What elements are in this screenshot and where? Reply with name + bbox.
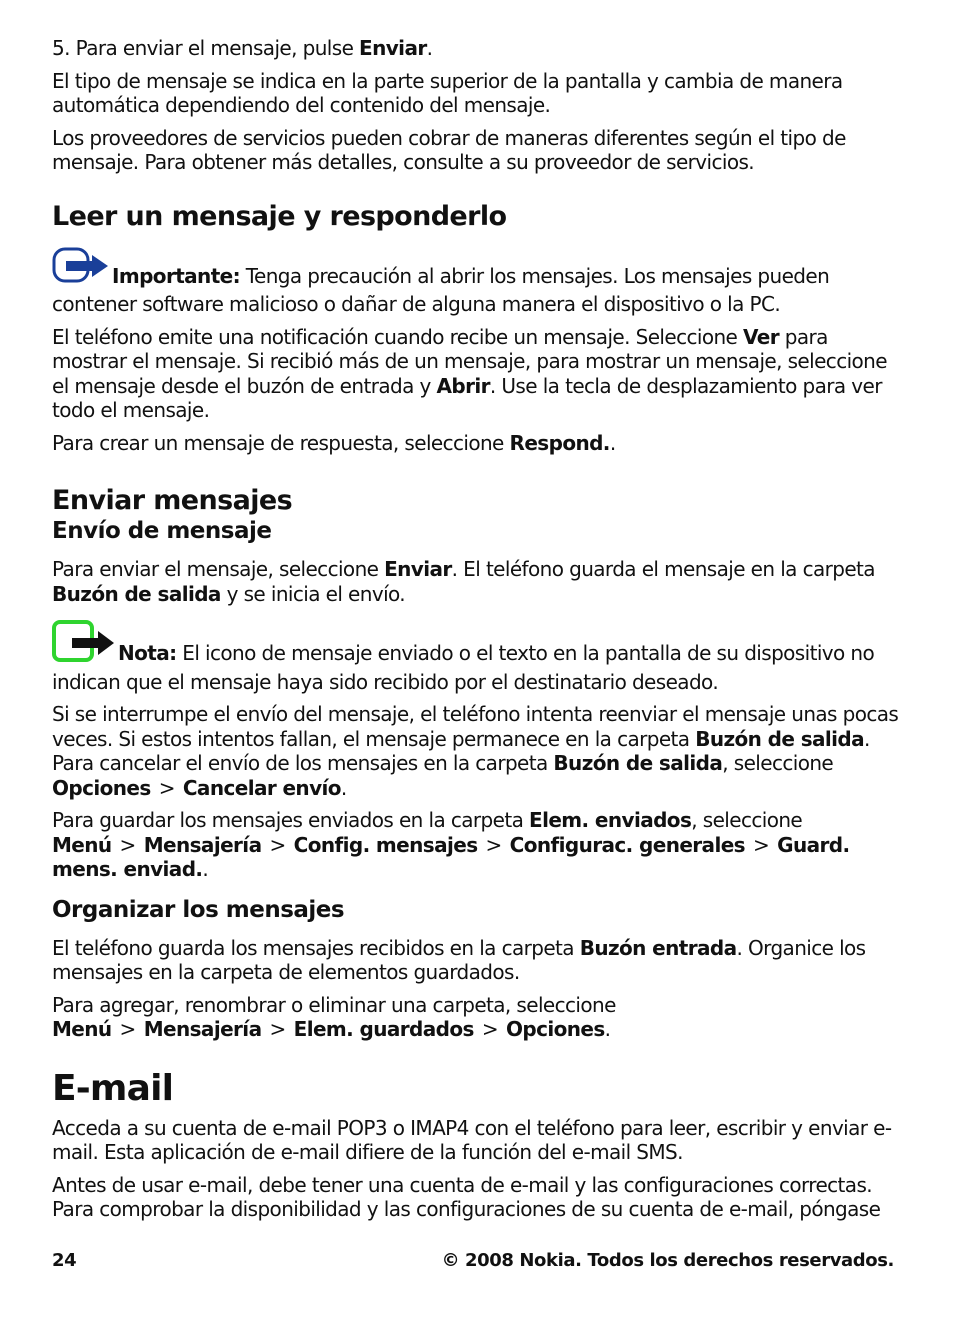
- email-paragraph-2: Antes de usar e-mail, debe tener una cuenta de e-mail y las configuraciones correctas. Para comprobar la disponibilidad y las configuraciones de su cuenta de e-mail, póngase: [52, 1172, 881, 1221]
- send-paragraph-2: Si se interrumpe el envío del mensaje, el teléfono intenta reenviar el mensaje unas pocas veces. Si estos intentos fallan, el mensaje permanece en la carpeta Buzón de salida. Para cancelar el envío de los mensajes en la carpeta Buzón de salida, seleccione Opciones > Cancelar envío.: [52, 702, 899, 800]
- intro-paragraph-2: Los proveedores de servicios pueden cobrar de maneras diferentes según el tipo de mensaje. Para obtener más detalles, consulte a su proveedor de servicios.: [52, 125, 846, 174]
- intro-paragraph-1: El tipo de mensaje se indica en la parte superior de la pantalla y cambia de manera automática dependiendo del contenido del mensaje.: [52, 68, 843, 117]
- send-paragraph-3: Para guardar los mensajes enviados en la carpeta Elem. enviados, seleccione Menú > Mensajería > Config. mensajes > Configurac. generales > Guard. mens. enviad..: [52, 808, 850, 881]
- subheading-organize-messages: Organizar los mensajes: [52, 896, 345, 923]
- heading-send-messages: Enviar mensajes: [52, 485, 293, 516]
- note-text: El icono de mensaje enviado o el texto en la pantalla de su dispositivo no indican que el mensaje haya sido recibido por el destinatario deseado.: [52, 641, 875, 694]
- document-page: [52, 36, 902, 1230]
- heading-read-message: Leer un mensaje y responderlo: [52, 200, 507, 232]
- read-paragraph-1: El teléfono emite una notificación cuando recibe un mensaje. Seleccione Ver para mostrar el mensaje. Si recibió más de un mensaje, para mostrar un mensaje, seleccione el mensaje desde el buzón de entrada y Abrir. Use la tecla de desplazamiento para ver todo el mensaje.: [52, 324, 887, 422]
- note-notice: [52, 614, 902, 694]
- email-paragraph-1: Acceda a su cuenta de e-mail POP3 o IMAP4 con el teléfono para leer, escribir y enviar e-mail. Esta aplicación de e-mail difiere de la función del e-mail SMS.: [52, 1115, 892, 1164]
- note-icon: [52, 620, 116, 670]
- enviar-label: Enviar: [359, 36, 427, 60]
- heading-email: E-mail: [52, 1067, 174, 1109]
- page-footer: [52, 1250, 894, 1271]
- note-label: Nota:: [118, 641, 177, 665]
- important-icon: [52, 247, 110, 293]
- step-5: 5. Para enviar el mensaje, pulse Enviar.: [52, 36, 433, 60]
- page-number: 24: [52, 1250, 77, 1271]
- organize-paragraph-1: El teléfono guarda los mensajes recibidos en la carpeta Buzón entrada. Organice los mensajes en la carpeta de elementos guardados.: [52, 935, 866, 984]
- important-text: Tenga precaución al abrir los mensajes. Los mensajes pueden contener software malicioso o dañar de alguna manera el dispositivo o la PC.: [52, 263, 830, 316]
- send-paragraph-1: Para enviar el mensaje, seleccione Enviar. El teléfono guarda el mensaje en la carpeta Buzón de salida y se inicia el envío.: [52, 557, 875, 606]
- subheading-send-message: Envío de mensaje: [52, 518, 272, 544]
- copyright: © 2008 Nokia. Todos los derechos reservados.: [441, 1250, 894, 1271]
- important-notice: [52, 241, 902, 317]
- read-paragraph-2: Para crear un mensaje de respuesta, seleccione Respond..: [52, 430, 616, 455]
- organize-paragraph-2: Para agregar, renombrar o eliminar una carpeta, seleccione Menú > Mensajería > Elem. guardados > Opciones.: [52, 992, 616, 1041]
- important-label: Importante:: [112, 263, 241, 288]
